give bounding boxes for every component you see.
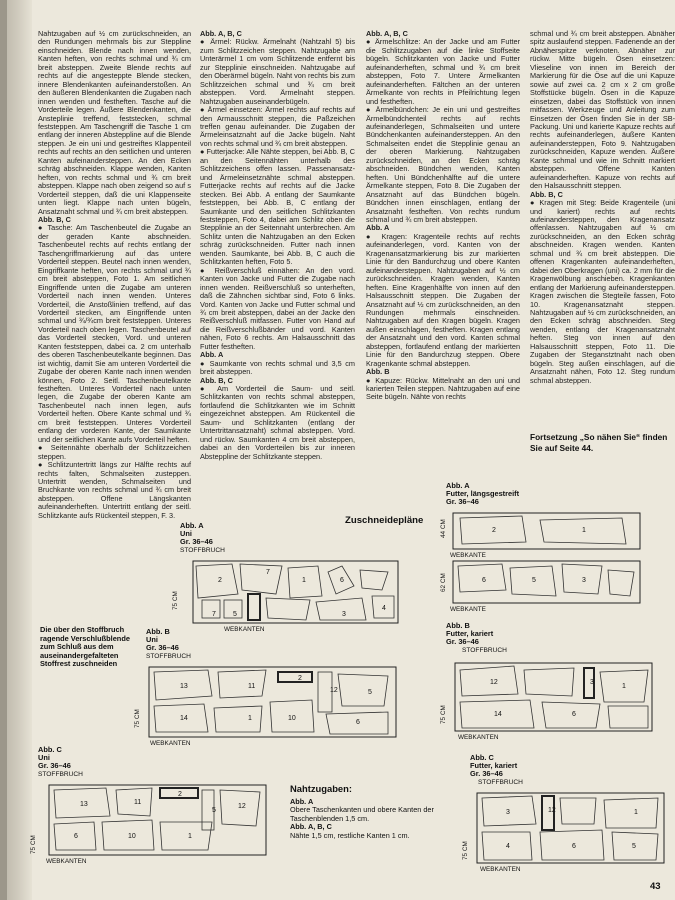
pattern-piece-number: 3 — [582, 577, 586, 584]
plan-edge-label: WEBKANTEN — [150, 740, 191, 747]
plan-edge-label: WEBKANTEN — [480, 866, 521, 873]
layout-diagram — [454, 662, 654, 732]
plan-fabric: Futter, kariert — [470, 761, 518, 771]
cutting-plan-futter-c — [462, 753, 670, 884]
layout-diagram-1 — [452, 512, 642, 550]
section-heading: Abb. B, C — [200, 375, 233, 385]
instruction-paragraph: Nahtzugaben auf ½ cm zurückschneiden, an den Rundungen mehrmals bis zur Steppline einschneiden. Blende nach innen wenden, Kanten heften, von rechts schmal und ¾ cm breit absteppen. Zweite Blende rechts auf rechts auf die angesteppte Blende stecken, innere Blendenkanten aufeinanderstoßen. An den äußeren Blendenkanten die Zugaben nach innen wenden und festheften. Tasche auf die Vorderteile legen. Äußere Blendenkanten, die Ansteplinie treffend, feststecken, schmal feststeppen. Am Taschengriff die Tasche 1 cm entlang der inneren Absteppline auf die Blende steppen. Je ein uni und gestreiftes Klappenteil rechts auf rechts an den seitlichen und unteren Kanten aufeinandersteppen. An den Ecken schräg abschneiden. Klappe wenden, Kanten heften, von rechts schmal und ¾ cm breit absteppen. Klappe nach oben zeigend so auf s Vorderteil steppen, daß die uni Klappenseite unten liegt. Klappe nach unten bügeln, Ansatznaht schmal und ¾ cm breit absteppen. — [38, 29, 191, 216]
fold-note: Die über den Stoffbruch ragende Verschlußblende zum Schluß aus dem auseinandergefalteten Stoffrest zuschneiden — [40, 625, 130, 669]
plan-title: Abb. C — [470, 753, 494, 762]
plan-fold-label: STOFFBRUCH — [38, 770, 83, 778]
pattern-piece-number: 4 — [382, 605, 386, 612]
pattern-piece-number: 6 — [482, 577, 486, 584]
pattern-piece-number: 13 — [180, 683, 188, 690]
plan-size: Gr. 36–46 — [180, 537, 213, 547]
plan-width-label-2: 62 CM — [440, 573, 447, 592]
pattern-piece-number: 11 — [248, 683, 256, 690]
instruction-paragraph: ● Seitennähte oberhalb der Schlitzzeichen steppen. — [38, 443, 191, 461]
plan-fold-label: STOFFBRUCH — [478, 778, 523, 786]
pattern-piece-number: 2 — [492, 527, 496, 534]
pattern-piece-number: 14 — [494, 711, 502, 718]
pattern-piece-number: 1 — [248, 715, 252, 722]
pattern-piece-number: 5 — [368, 689, 372, 696]
instruction-paragraph: ● Ärmel einsetzen: Ärmel rechts auf rechts auf den Armausschnitt steppen, die Paßzeichen treffen genau aufeinander. Die Zugaben der Ärmeleinsatznaht auf die Jacke bügeln. Naht von rechts schmal und ¾ cm breit absteppen. — [200, 105, 355, 148]
plan-size: Gr. 36–46 — [146, 643, 179, 653]
plan-fold-label: STOFFBRUCH — [180, 546, 225, 554]
section-heading: Abb. A — [200, 350, 224, 360]
instruction-paragraph: ● Ärmel: Rückw. Ärmelnaht (Nahtzahl 5) bis zum Schlitzzeichen steppen. Nahtzugabe am Unterärmel 1 cm vom Schlitzende entfernt bis zur Stepplinie einschneiden. Nahtzugabe auf den Oberärmel bügeln. Naht von rechts bis zum Schlitzzeichen schmal und ¾ cm breit absteppen. Vord. Ärmelnaht steppen. Nahtzugaben auseinanderbügeln. — [200, 37, 355, 106]
section-heading: Abb. B — [366, 367, 390, 377]
plan-width-label: 75 CM — [462, 841, 469, 860]
plan-width-label: 75 CM — [440, 705, 447, 724]
pattern-piece-number: 1 — [622, 683, 626, 690]
plan-fabric: Futter, längsgestreift — [446, 489, 520, 499]
pattern-piece-number: 3 — [342, 611, 346, 618]
pattern-piece-number: 7 — [266, 569, 270, 576]
layout-diagram — [192, 560, 400, 624]
pattern-piece-number: 6 — [74, 833, 78, 840]
pattern-piece-number: 11 — [134, 799, 142, 806]
layout-diagram-2 — [452, 560, 642, 604]
instruction-paragraph: ● Ärmelbündchen: Je ein uni und gestreiftes Ärmelbündchenteil rechts auf rechts aufeinanderlegen, Schmalseiten und untere Bündchenkanten aufeinandersteppen. An den Schmalseiten endet die Stepplinie genau an der oberen Markierung. Nahtzugaben zurückschneiden, an den Ecken schräg abschneiden. Bündchen wenden, Kanten heften. Uni Bündchenhälfte auf die untere Ärmelkante steppen, Foto 8. Die Zugaben der Ansatznaht auf das Bündchen bügeln. Bündchen innen einschlagen, entlang der Ansatznaht festheften. Von rechts rundum schmal und ¾ cm breit absteppen. — [366, 105, 520, 224]
cutting-plan-uni-a — [172, 521, 400, 642]
plan-edge-label-2: WEBKANTE — [450, 606, 486, 613]
section-heading: Abb. A, B, C — [366, 29, 408, 38]
seam-allowance-head-a: Abb. A — [290, 796, 314, 806]
plan-width-label: 75 CM — [134, 709, 141, 728]
text-column-2 — [200, 30, 355, 461]
pattern-piece-number: 1 — [582, 527, 586, 534]
page-edge-shadow — [0, 0, 7, 900]
plan-size: Gr. 36–46 — [470, 769, 503, 779]
pattern-piece-number: 10 — [288, 715, 296, 722]
pattern-piece-number: 5 — [212, 807, 216, 814]
section-heading: Abb. A — [366, 223, 390, 233]
cutting-plan-uni-b — [136, 628, 406, 758]
pattern-piece-number: 6 — [340, 577, 344, 584]
pattern-piece-number: 7 — [212, 611, 216, 618]
seam-allowance-head-abc: Abb. A, B, C — [290, 822, 332, 831]
instruction-paragraph: ● Kapuze: Rückw. Mittelnaht an den uni und karierten Teilen steppen. Nahtzugaben auf eine Seite bügeln. Nähte von rechts — [366, 375, 520, 402]
text-column-4 — [530, 30, 675, 385]
plan-width-label: 75 CM — [30, 835, 37, 854]
pattern-piece-number: 2 — [178, 791, 182, 798]
pattern-piece-number: 4 — [506, 843, 510, 850]
plan-fold-label: STOFFBRUCH — [146, 652, 191, 660]
section-heading: Abb. A, B, C — [200, 29, 242, 38]
instruction-paragraph: ● Saumkante von rechts schmal und 3,5 cm breit absteppen. — [200, 358, 355, 377]
instruction-paragraph: schmal und ¾ cm breit absteppen. Abnäher spitz auslaufend steppen. Fadenende an der Abnäherspitze verknoten. Abnäher zur rückw. Mitte bügeln. Ösen einsetzen: Vlieseline von innen im Bereich der Markierung für die Öse auf die uni Kapuze sowie auf zwei ca. 2 cm x 2 cm große Stoffstücke bügeln. Ösen in die Kapuze einsetzen, dabei das Stoffstück von innen mitfassen. Werkzeuge und Anleitung zum Einsetzen der Ösen finden Sie in der SB-Packung. Uni und karierte Kapuze rechts auf rechts aufeinanderlegen, äußere Kanten aufeinandersteppen, Foto 9. Nahtzugaben zurückschneiden, Kapuze wenden. Äußere Kante schmal und wie im Schnitt markiert absteppen. Offene Kanten aufeinanderheften. Kapuze von rechts auf den Halsausschnitt steppen. — [530, 29, 675, 191]
pattern-piece-number: 12 — [490, 679, 498, 686]
seam-allowance-text-abc: Nähte 1,5 cm, restliche Kanten 1 cm. — [290, 830, 410, 840]
plan-size: Gr. 36–46 — [38, 761, 71, 771]
instruction-paragraph: ● Kragen mit Steg: Beide Kragenteile (uni und kariert) rechts auf rechts aufeinandersteppen, den Kragenansatz offenlassen. Nahtzugaben auf ½ cm zurückschneiden, an den Ecken schräg abschneiden. Kragen wenden. Kanten schmal und ¾ cm breit absteppen. Die offenen Kragenkanten aufeinanderheften, dabei den Oberkragen (uni) ca. 2 mm für die Kragenwölbung anschieben. Kragenkanten entlang der Markierung aufeinandersteppen. Kragen zwischen die Stegteile fassen, Foto 10. Kragenansatznaht steppen. Nahtzugaben auf ½ cm zurückschneiden, an den Ecken schräg abschneiden. Steg wenden, entlang der Kragenansatznaht heften. Steg von innen auf den Halsausschnitt steppen, Foto 11. Die Zugaben der Steganstztnaht nach oben bügeln. Steg außen einschlagen, auf die Ansatznaht nähen, Foto 12. Steg rundum schmal absteppen. — [530, 198, 675, 385]
instruction-paragraph: ● Tasche: Am Taschenbeutel die Zugabe an der geraden Kante abschneiden. Taschenbeutel rechts auf rechts entlang der Taschengriffmarkierung auf das untere Vorderteil steppen. Beutel nach innen wenden, Eingriffkante heften, von rechts schmal und ¾ cm breit absteppen, Foto 1. Am seitlichen Eingriffende unten die Zugabe am unteren Vorderteil nach innen wenden. Unteres Vorderteil, die Anstoßlinien treffend, auf das Vorderteil stecken, am Eingriffende unten schmal und ¾/¾cm breit feststeppen. Unteres Vorderteil nach oben legen. Taschenbeutel auf das Vorderteil stecken, Vord. und unteren Kanten feststeppen, dabei ca. 2 cm unterhalb des oberen Taschenbeutelkante beginnen. Das ist wichtig, damit Sie am unteren Vorderteil die Zugabe der oberen Kante nach innen wenden können, Foto 2. Seitl. Taschenbeutelkante festheften. Unteres Vorderteil nach unten legen, die Zugabe der oberen Kante am Taschenbeutel nach innen legen, aufs Vorderteil heften. Obere Kante schmal und ¾ cm breit feststeppen. Unteres Vorderteil entlang der vorderen Kante, der Saumkante und der seitlichen Kante aufs Vorderteil heften. — [38, 223, 191, 444]
plan-edge-label: WEBKANTEN — [224, 626, 265, 633]
plan-title: Abb. C — [38, 745, 62, 754]
layout-diagram — [476, 792, 666, 864]
pattern-piece-number: 6 — [356, 719, 360, 726]
pattern-piece-number: 6 — [572, 711, 576, 718]
pattern-piece-number: 6 — [572, 843, 576, 850]
instruction-paragraph: ● Ärmelschlitze: An der Jacke und am Futter die Schlitzzugaben auf die linke Stoffseite bügeln. Schlitzkanten von Jacke und Futter aufeinanderheften, schmal und ¾ cm breit absteppen, Foto 7. Untere Ärmelkanten aufeinanderheften. Fältchen an der unteren Ärmelkante von rechts in Pfeilrichtung legen und festheften. — [366, 37, 520, 106]
continuation-note: Fortsetzung „So nähen Sie“ finden Sie auf Seite 44. — [530, 432, 668, 453]
plan-fabric: Uni — [38, 753, 50, 763]
pattern-piece-number: 12 — [548, 807, 556, 814]
text-column-3 — [366, 30, 520, 402]
pattern-piece-number: 3 — [506, 809, 510, 816]
pattern-piece-number: 2 — [218, 577, 222, 584]
instruction-paragraph: ● Futterjacke: Alle Nähte steppen, bei Abb. B, C an den Seitennähten unterhalb des Schlitzzeichens offen lassen. Passenansatz- und Ärmeleinsetznähte schmal absteppen. Futterjacke rechts auf rechts auf die Jacke stecken. Bei Abb. A entlang der Saumkante feststeppen, bei Abb. B, C entlang der Saumkante und den seitlichen Schlitzkanten feststeppen, Foto 4, dabei am Schlitz oben die Stepplinie an der Seitennaht unterbrechen. Am Schlitz unten die Nahtzugaben an den Ecken schräg zurückschneiden. Futter nach innen wenden. Saumkante, bei Abb. B, C auch die Schlitzkanten heften, Foto 5. — [200, 147, 355, 267]
section-heading: Abb. B, C — [38, 214, 71, 224]
plan-fabric: Futter, kariert — [446, 629, 494, 639]
instruction-paragraph: ● Reißverschluß einnähen: An den vord. Kanten von Jacke und Futter die Zugabe nach innen wenden. Reißverschluß so unterheften, daß die Zähnchen sichtbar sind, Foto 6 links. Vord. Kanten von Jacke und Futter schmal und ¾ cm breit absteppen, dabei an der Jacke den Reißverschluß mitfassen. Futter von Hand auf die Reißverschlußbänder und vord. Kanten nähen, Foto 6 rechts. Am Halsausschnitt das Futter festheften. — [200, 265, 355, 351]
pattern-piece-number: 1 — [302, 577, 306, 584]
section-heading: Abb. B, C — [530, 189, 563, 199]
pattern-piece-number: 12 — [330, 687, 338, 694]
plan-fold-label: STOFFBRUCH — [462, 646, 507, 654]
pattern-piece-number: 14 — [180, 715, 188, 722]
page-number: 43 — [650, 881, 661, 892]
pattern-piece-number: 5 — [233, 611, 237, 618]
plan-edge-label: WEBKANTEN — [46, 858, 87, 865]
pattern-piece-number: 5 — [632, 843, 636, 850]
seam-allowance-box — [290, 785, 468, 840]
pattern-piece-number: 1 — [634, 809, 638, 816]
instruction-paragraph: ● Am Vorderteil die Saum- und seitl. Schlitzkanten von rechts schmal absteppen, fortlaufend die Schlitzkanten wie im Schnitt eingezeichnet absteppen. Am Rückenteil die Saum- und Schlitzkanten (entlang der Untertrittansatznaht) schmal absteppen. Vord. und rückw. Saumkanten 4 cm breit absteppen, dabei an den Vorderteilen bis zur inneren Absteppline der Schlitzkante steppen. — [200, 384, 355, 461]
plan-title: Abb. B — [146, 627, 170, 636]
seam-allowance-title: Nahtzugaben: — [290, 783, 352, 794]
pattern-piece-number: 2 — [298, 675, 302, 682]
pattern-piece-number: 10 — [128, 833, 136, 840]
pattern-piece-number: 5 — [532, 577, 536, 584]
plan-edge-label-1: WEBKANTE — [450, 552, 486, 559]
layout-diagram — [48, 784, 268, 856]
plan-title: Abb. A — [180, 521, 204, 530]
plan-title: Abb. B — [446, 621, 470, 630]
plan-title: Abb. A — [446, 481, 470, 490]
cutting-plan-futter-a — [440, 481, 666, 622]
pattern-piece-number: 13 — [80, 801, 88, 808]
cutting-plans-title: Zuschneidepläne — [345, 515, 424, 526]
seam-allowance-text-a: Obere Taschenkanten und obere Kanten der Taschenblenden 1,5 cm. — [290, 805, 434, 823]
instruction-paragraph: ● Kragen: Kragenteile rechts auf rechts aufeinanderlegen, vord. Kanten von der Kragenansatzmarkierung bis zur markierten Linie für den Bandurchzug und obere Kanten aufeinandersteppen. Nahtzugaben auf ½ cm zurückschneiden. Kragen wenden, Kanten heften. Eine Kragenhälfte von innen auf den Halsausschnitt steppen. Die Zugaben der Ansatznaht auf ½ cm zurückschneiden, an den Rundungen mehrmals einschneiden. Nahtzugaben auf den Kragen bügeln. Kragen außen einschlagen, festheften. Kragen entlang der Ansatznaht und den vord. Kanten schmal absteppen, fortlaufend entlang der markierten Linie für den Bandurchzug steppen. Obere Kragenkante schmal absteppen. — [366, 231, 520, 368]
cutting-plan-futter-b — [440, 621, 668, 752]
plan-width-label: 75 CM — [172, 591, 179, 610]
text-column-1 — [38, 30, 191, 520]
plan-width-label-1: 44 CM — [440, 519, 447, 538]
cutting-plan-uni-c — [30, 745, 278, 886]
plan-size: Gr. 36–46 — [446, 637, 479, 647]
pattern-piece-number: 3 — [590, 679, 594, 686]
plan-size: Gr. 36–46 — [446, 497, 479, 507]
plan-fabric: Uni — [180, 529, 192, 539]
layout-diagram — [148, 666, 398, 738]
pattern-piece-number: 12 — [238, 803, 246, 810]
instruction-paragraph: ● Schlitzuntertritt längs zur Hälfte rechts auf rechts falten, Schmalseiten zusteppen. Untertritt wenden, Schmalseiten und Bruchkante von rechts schmal und ¾ cm breit absteppen. Offene Längskanten aufeinanderheften. Untertritt entlang der seitl. Schlitzkante aufs Rückenteil steppen, F. 3. — [38, 460, 191, 520]
pattern-piece-number: 1 — [188, 833, 192, 840]
plan-edge-label: WEBKANTEN — [458, 734, 499, 741]
plan-fabric: Uni — [146, 635, 158, 645]
